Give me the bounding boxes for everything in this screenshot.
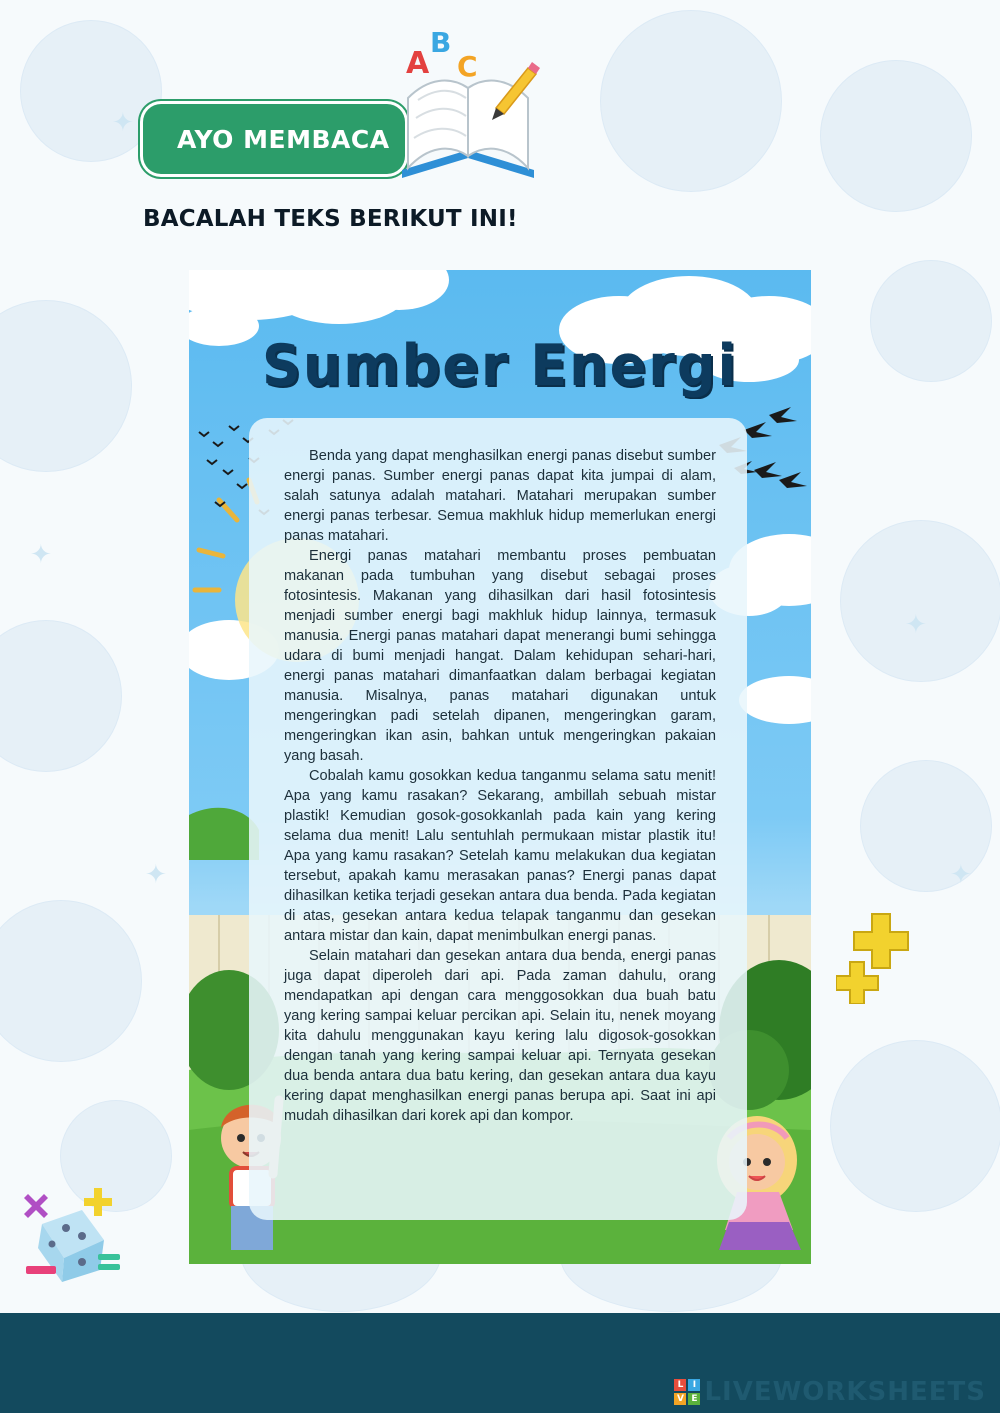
sparkle-icon: ✦ xyxy=(950,860,972,890)
paragraph: Energi panas matahari membantu proses pembuatan makanan pada tumbuhan yang disebut sebagai proses fotosintesis. Makanan yang dihasilkan dari hasil fotosintesis menjadi sumber energi bagi makhluk hidup lainnya, termasuk manusia. Energi panas matahari dapat menerangi bumi sehingga udara di bumi menjadi hangat. Dalam kehidupan sehari-hari, energi panas matahari dimanfaatkan dalam berbagai kegiatan manusia. Misalnya, panas matahari digunakan untuk mengeringkan padi setelah dipanen, mengeringkan garam, mengeringkan ikan asin, bahkan untuk mengeringkan pakaian yang basah. xyxy=(284,548,716,764)
liveworksheets-logo xyxy=(674,1377,986,1407)
badge-label: AYO MEMBACA xyxy=(177,124,390,154)
letter-c: C xyxy=(457,50,478,83)
logo-text: LIVEWORKSHEETS xyxy=(704,1377,986,1407)
logo-letter-tile: E xyxy=(688,1393,700,1405)
logo-letter-tile: V xyxy=(674,1393,686,1405)
sparkle-icon: ✦ xyxy=(145,860,167,890)
paragraph: Cobalah kamu gosokkan kedua tanganmu selama satu menit! Apa yang kamu rasakan? Sekarang, ambillah sebuah mistar plastik! Kemudian gosok-gosokkanlah pada kain yang kering selama dua menit! Lalu sentuhlah permukaan mistar plastik itu! Apa yang kamu rasakan? Setelah kamu melakukan dua kegiatan tersebut, apakah kamu merasakan panas? Energi panas dapat dihasilkan ketika terjadi gesekan antara dua benda. Pada kegiatan di atas, gesekan antara kedua telapak tanganmu dan gesekan antara mistar dan kain, dapat menimbulkan energi panas. xyxy=(284,768,716,944)
footer-bar xyxy=(0,1313,1000,1413)
sparkle-icon: ✦ xyxy=(112,108,134,138)
paragraph: Selain matahari dan gesekan antara dua benda, energi panas juga dapat diperoleh dari api. Pada zaman dahulu, orang mendapatkan api dengan cara menggosokkan dua buah batu yang kering sampai keluar percikan api. Selain itu, nenek moyang kita dahulu menggunakan kayu kering lalu digosok-gosokkan dengan tanah yang kering sampai keluar api. Ternyata gesekan dua benda antara dua batu kering, dan gesekan antara dua kayu kering dapat menghasilkan energi panas berupa api. Saat ini api mudah dihasilkan dari korek api dan kompor. xyxy=(284,948,716,1124)
plus-sign-icon xyxy=(836,912,916,1004)
paragraph: Benda yang dapat menghasilkan energi panas disebut sumber energi panas. Sumber energi panas dapat kita jumpai di alam, salah satunya adalah matahari. Matahari merupakan sumber energi panas terbesar. Semua makhluk hidup memerlukan energi panas matahari. xyxy=(284,448,716,544)
instruction-heading: BACALAH TEKS BERIKUT INI! xyxy=(143,206,518,232)
sparkle-icon: ✦ xyxy=(905,610,927,640)
letter-b: B xyxy=(430,26,452,59)
reading-poster xyxy=(189,270,811,1264)
logo-letter-tile: I xyxy=(688,1379,700,1391)
section-badge xyxy=(143,104,405,174)
letter-a: A xyxy=(406,46,430,81)
logo-letter-tile: L xyxy=(674,1379,686,1391)
reading-text xyxy=(284,446,716,1126)
math-dice-icon xyxy=(24,1184,124,1284)
poster-title: Sumber Energi xyxy=(261,332,739,399)
sparkle-icon: ✦ xyxy=(30,540,52,570)
